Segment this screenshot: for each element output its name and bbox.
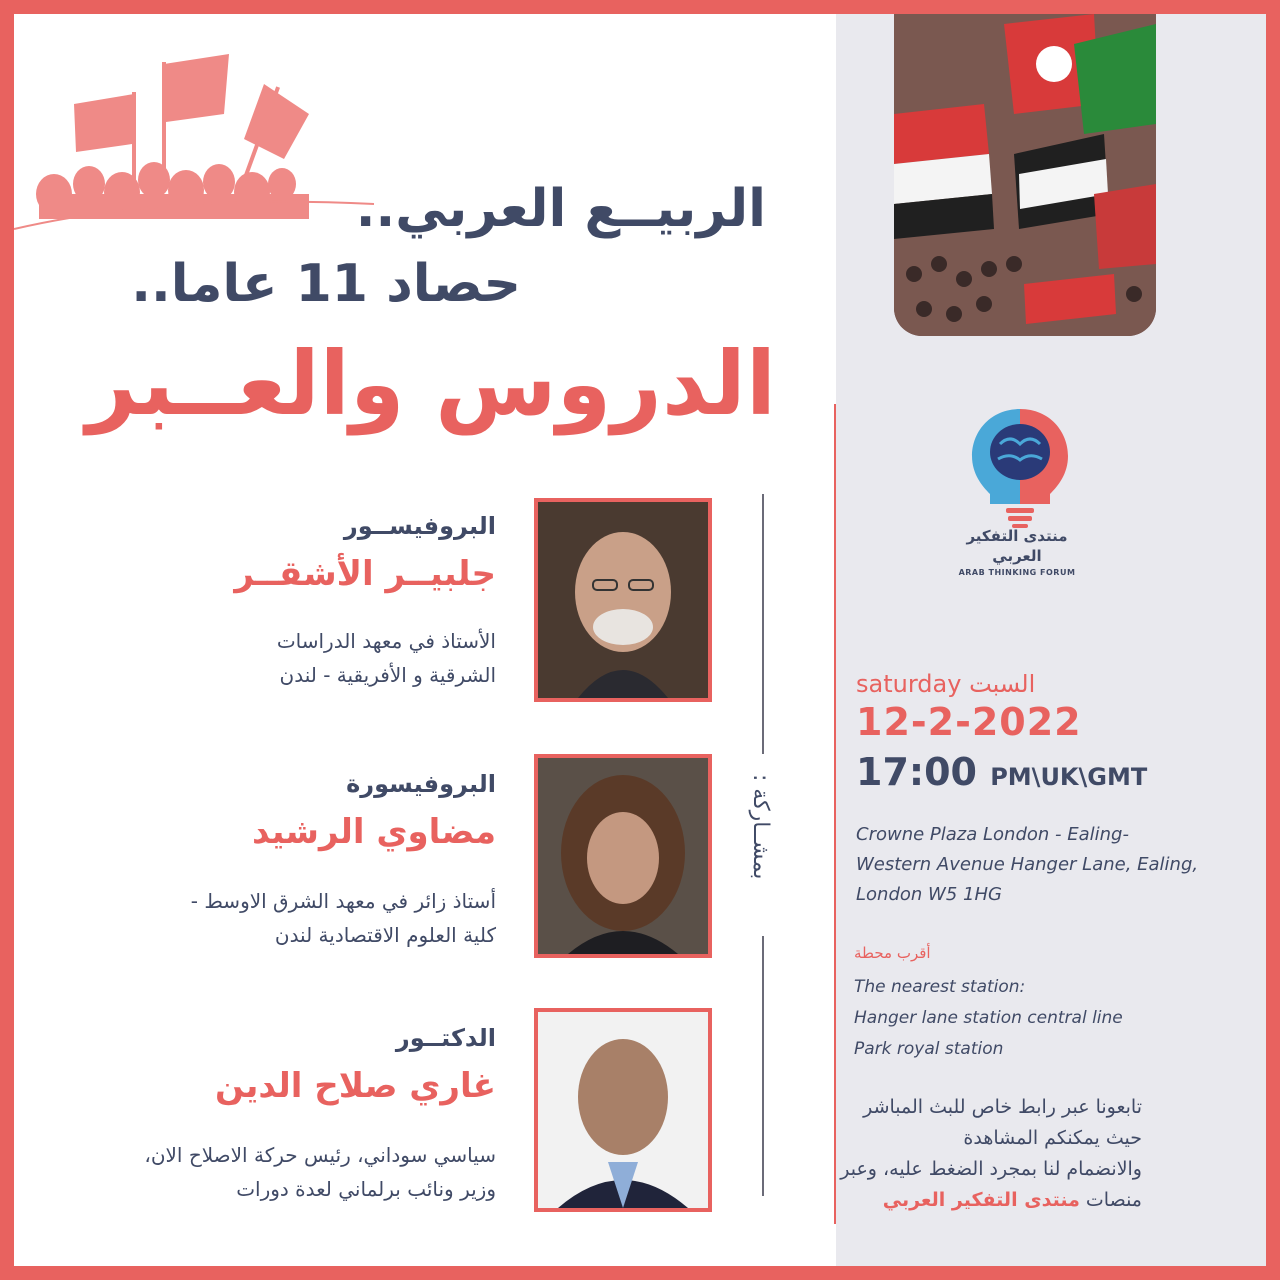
headline-line-1: الربيــع العربي.. [355, 179, 766, 239]
brain-bulb-icon [960, 404, 1080, 528]
panel-divider [834, 404, 836, 1224]
speaker-divider-top [762, 494, 764, 754]
speaker-3-name: غاري صلاح الدين [215, 1066, 496, 1106]
event-date: 12-2-2022 [856, 700, 1082, 744]
follow-info: تابعونا عبر رابط خاص للبث المباشر حيث يمكنكم المشاهدة والانضمام لنا بمجرد الضغط عليه، وعبر منصات منتدى التفكير العربي [840, 1096, 1142, 1211]
speaker-1-desc-1: الأستاذ في معهد الدراسات [276, 629, 496, 653]
forum-name-highlight: منتدى التفكير العربي [882, 1189, 1080, 1211]
speaker-3-desc-1: سياسي سوداني، رئيس حركة الاصلاح الان، [144, 1143, 496, 1167]
speaker-1-name: جلبيــر الأشقــر [234, 554, 496, 594]
protest-photo [894, 14, 1156, 336]
speaker-2-name: مضاوي الرشيد [252, 812, 496, 852]
speaker-2-desc-1: أستاذ زائر في معهد الشرق الاوسط - [190, 889, 496, 913]
speaker-2-desc-2: كلية العلوم الاقتصادية لندن [274, 923, 496, 947]
speaker-1-title: البروفيســور [343, 512, 496, 540]
headline-line-2: حصاد 11 عاما.. [131, 254, 521, 314]
speaker-divider-bottom [762, 936, 764, 1196]
poster [14, 14, 1266, 1266]
speaker-photo-1 [534, 498, 712, 702]
speaker-photo-2 [534, 754, 712, 958]
protest-crowd-icon [14, 44, 384, 234]
headline-line-3: الدروس والعــبر [86, 332, 776, 435]
speaker-1-desc-2: الشرقية و الأفريقية - لندن [279, 663, 496, 687]
nearest-station: The nearest station: Hanger lane station central line Park royal station [854, 977, 1123, 1059]
event-time: 17:00 PM\UK\GMT [856, 750, 1148, 794]
event-day: saturday السبت [856, 670, 1036, 698]
speaker-2-title: البروفيسورة [346, 770, 496, 798]
nearest-station-label-ar: أقرب محطة [854, 944, 931, 962]
speaker-3-desc-2: وزير ونائب برلماني لعدة دورات [236, 1177, 496, 1201]
logo-name-en: ARAB THINKING FORUM [958, 568, 1076, 577]
speaker-3-title: الدكتــور [395, 1024, 496, 1052]
logo-name-ar: منتدى التفكير العربي [966, 527, 1068, 565]
event-venue: Crowne Plaza London - Ealing- Western Avenue Hanger Lane, Ealing, London W5 1HG [856, 824, 1199, 905]
speakers-label: بمشــاركة : [748, 774, 773, 880]
speaker-photo-3 [534, 1008, 712, 1212]
